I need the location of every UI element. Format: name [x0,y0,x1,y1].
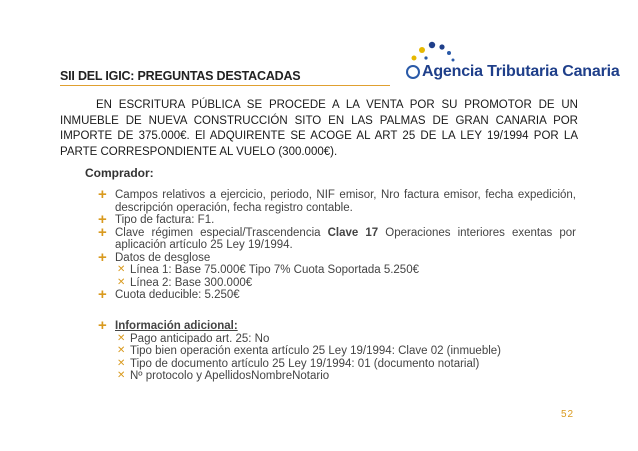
list-item: + Tipo de factura: F1. [98,211,215,228]
cross-bullet-icon: ✕ [117,370,126,381]
sub-list-item: ✕ Tipo bien operación exenta artículo 25 Ley 19/1994: Clave 02 (inmueble) [117,345,502,357]
sub-list-item: ✕ Pago anticipado art. 25: No [117,332,270,345]
plus-bullet-icon: + [98,211,107,228]
cross-bullet-icon: ✕ [117,357,126,369]
list-item: + Cuota deducible: 5.250€ [98,286,240,303]
sub-list-item: ✕ Línea 1: Base 75.000€ Tipo 7% Cuota Soportada 5.250€ [117,264,419,276]
buyer-label: Comprador: [85,166,154,180]
additional-label: Información adicional: [115,320,238,332]
logo-text: Agencia Tributaria Canaria [422,63,620,80]
cross-bullet-icon: ✕ [117,276,126,288]
plus-bullet-icon: + [98,223,107,241]
agency-logo [402,38,620,88]
buyer-list [98,186,576,303]
additional-list [98,317,576,383]
cross-bullet-icon: ✕ [117,345,126,356]
list-item: + Campos relativos a ejercicio, periodo, NIF emisor, Nro factura emisor, fecha expedición, descripción operación, fecha registro contable. [98,186,576,214]
plus-bullet-icon: + [98,186,107,203]
sub-list-item: ✕ Tipo de documento artículo 25 Ley 19/1994: 01 (documento notarial) [117,357,480,370]
cross-bullet-icon: ✕ [117,264,126,275]
case-heading: EN ESCRITURA PÚBLICA SE PROCEDE A LA VENTA POR SU PROMOTOR DE UN INMUEBLE DE NUEVA CONSTRUCCIÓN SITO EN LAS PALMAS DE GRAN CANARIA POR IMPORTE DE 375.000€. El ADQUIRENTE SE ACOGE AL ART 25 DE LA LEY 19/1994 POR LA PARTE CORRESPONDIENTE AL VUELO (300.000€). [60,99,578,158]
cross-bullet-icon: ✕ [117,332,126,344]
plus-bullet-icon: + [98,286,107,303]
sub-list-item: ✕ Nº protocolo y ApellidosNombreNotario [117,370,330,382]
page-number: 52 [561,409,575,420]
plus-bullet-icon: + [98,248,107,266]
plus-bullet-icon: + [98,317,107,334]
page-title: SII DEL IGIC: PREGUNTAS DESTACADAS [60,69,301,83]
sub-list-item: ✕ Línea 2: Base 300.000€ [117,276,253,289]
list-item: + Datos de desglose [98,248,211,266]
list-item [98,317,576,334]
header-divider [60,85,390,86]
list-item: + Clave régimen especial/Trascendencia Clave 17 Operaciones interiores exentas por aplicación artículo 25 Ley 19/1994. [98,223,576,251]
logo-ring-icon [406,65,420,79]
